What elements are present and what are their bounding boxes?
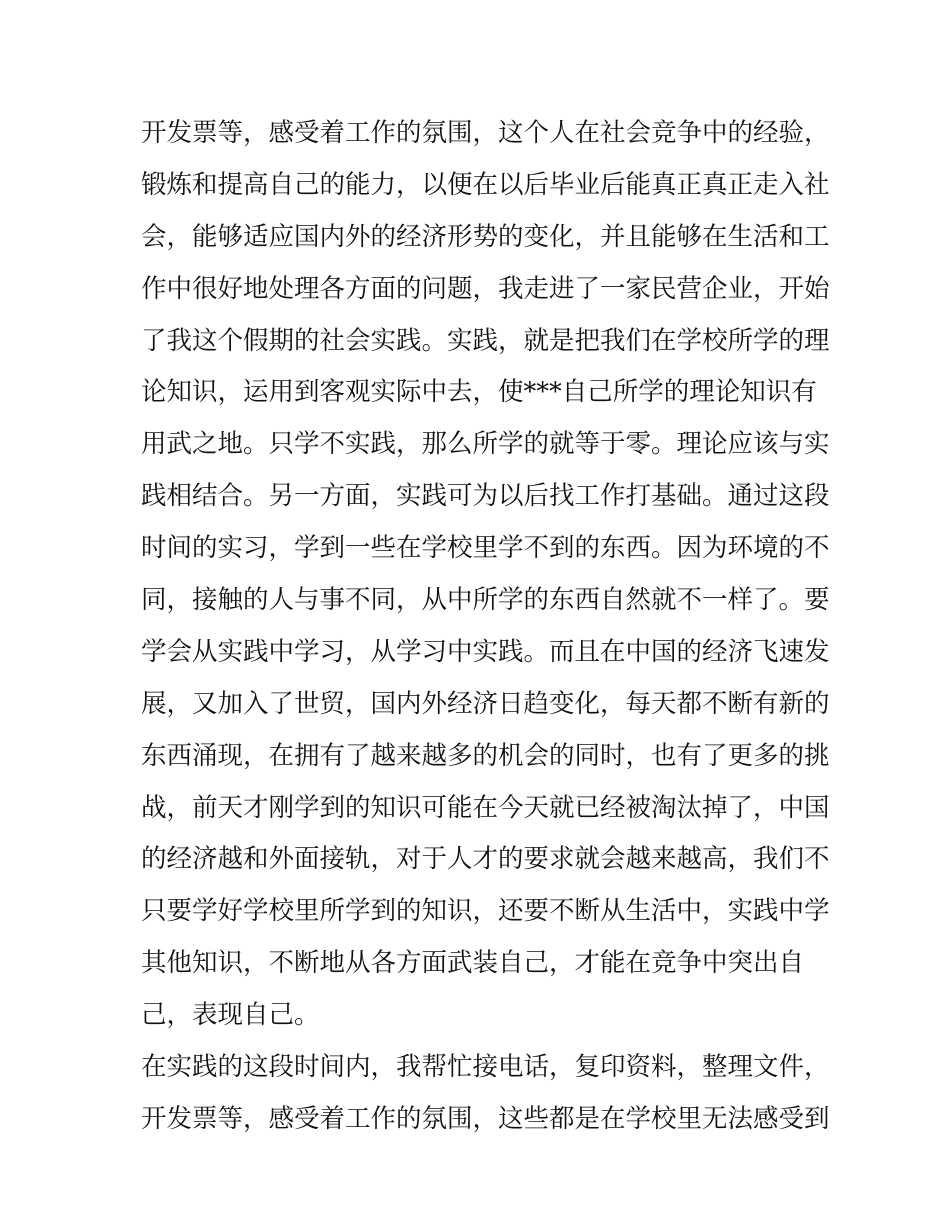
text-line: 战，前天才刚学到的知识可能在今天就已经被淘汰掉了，中国 bbox=[141, 792, 830, 823]
text-line: 用武之地。只学不实践，那么所学的就等于零。理论应该与实 bbox=[141, 429, 830, 460]
text-line: 其他知识，不断地从各方面武装自己，才能在竞争中突出自 bbox=[141, 948, 805, 979]
text-line: 时间的实习，学到一些在学校里学不到的东西。因为环境的不 bbox=[141, 533, 830, 564]
text-line: 同，接触的人与事不同，从中所学的东西自然就不一样了。要 bbox=[141, 585, 830, 616]
text-line: 论知识，运用到客观实际中去，使***自己所学的理论知识有 bbox=[141, 377, 817, 408]
text-line: 践相结合。另一方面，实践可为以后找工作打基础。通过这段 bbox=[141, 481, 830, 512]
text-line: 开发票等，感受着工作的氛围，这个人在社会竞争中的经验， bbox=[141, 118, 830, 148]
text-line: 只要学好学校里所学到的知识，还要不断从生活中，实践中学 bbox=[141, 896, 830, 927]
text-line: 在实践的这段时间内，我帮忙接电话，复印资料，整理文件， bbox=[141, 1052, 830, 1083]
text-line: 学会从实践中学习，从学习中实践。而且在中国的经济飞速发 bbox=[141, 636, 830, 667]
text-line: 开发票等，感受着工作的氛围，这些都是在学校里无法感受到 bbox=[141, 1103, 830, 1134]
body-text bbox=[141, 108, 830, 1146]
text-line: 作中很好地处理各方面的问题，我走进了一家民营企业，开始 bbox=[141, 273, 830, 304]
text-line: 了我这个假期的社会实践。实践，就是把我们在学校所学的理 bbox=[141, 325, 830, 356]
text-line: 展，又加入了世贸，国内外经济日趋变化，每天都不断有新的 bbox=[141, 688, 830, 719]
text-line: 己，表现自己。 bbox=[141, 1000, 320, 1031]
text-line: 会，能够适应国内外的经济形势的变化，并且能够在生活和工 bbox=[141, 221, 830, 252]
text-line: 东西涌现，在拥有了越来越多的机会的同时，也有了更多的挑 bbox=[141, 740, 830, 771]
text-line: 的经济越和外面接轨，对于人才的要求就会越来越高，我们不 bbox=[141, 844, 830, 875]
text-line: 锻炼和提高自己的能力，以便在以后毕业后能真正真正走入社 bbox=[141, 169, 830, 200]
